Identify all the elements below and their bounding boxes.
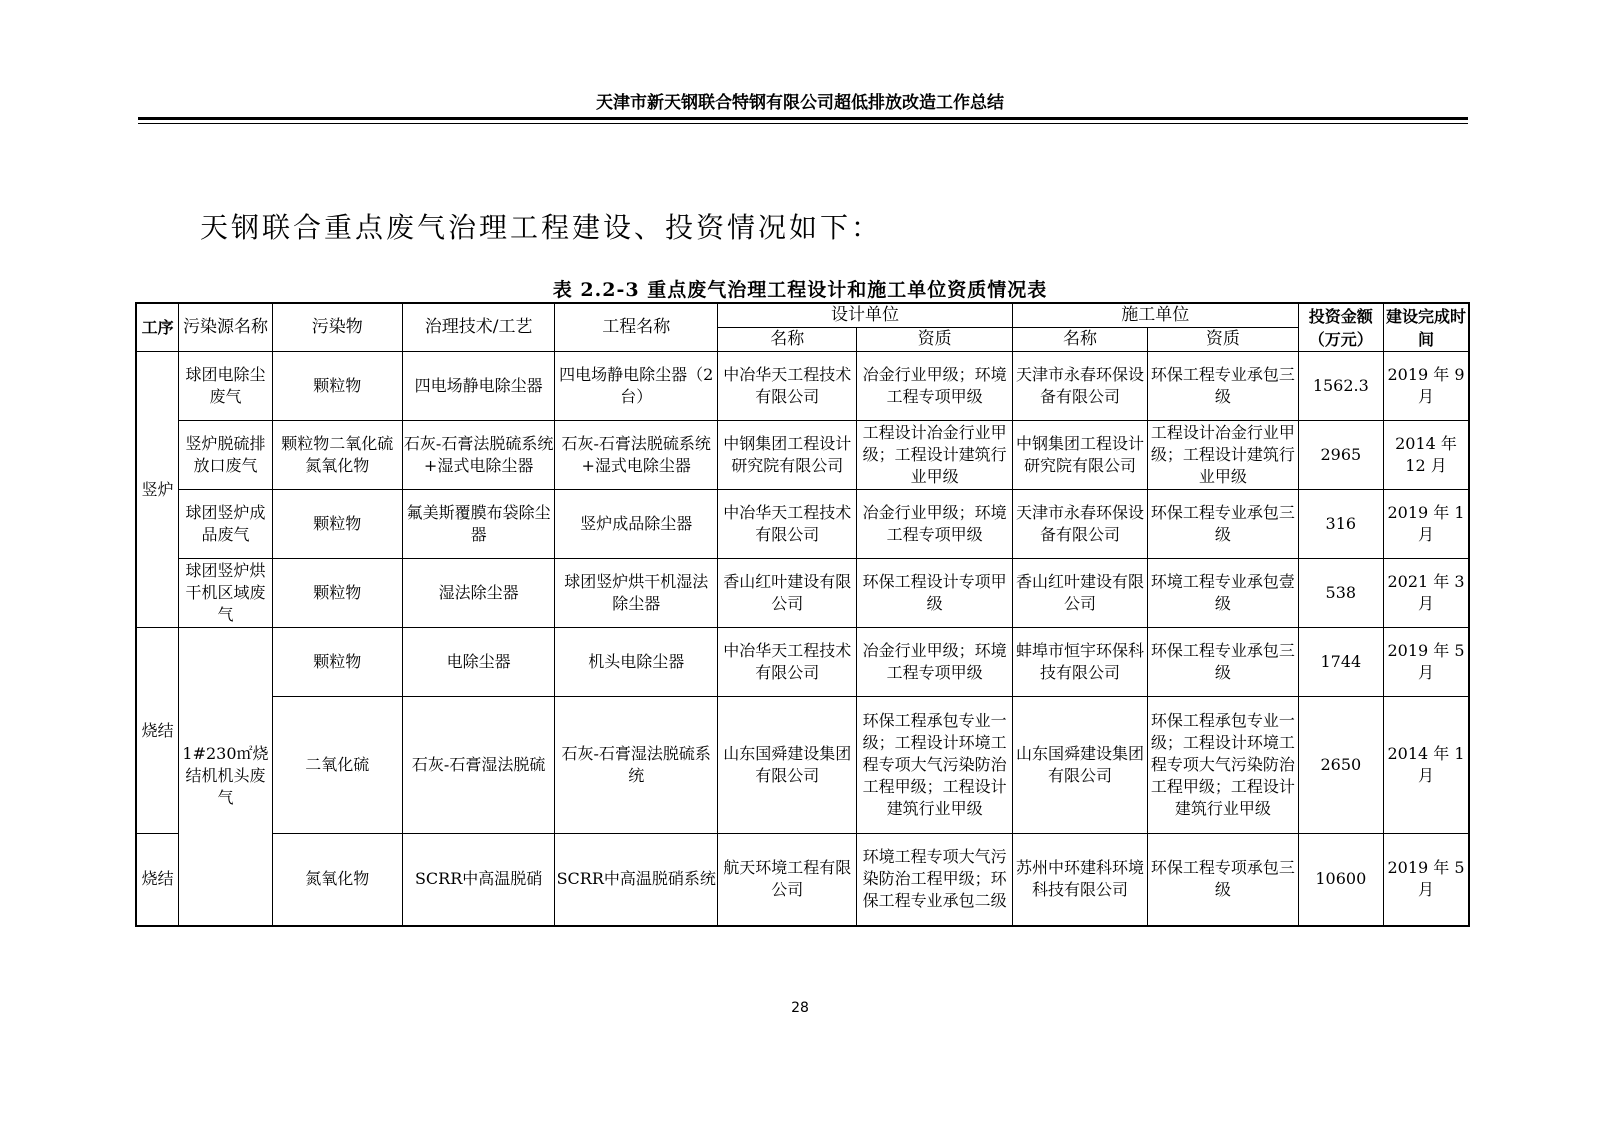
table-row	[136, 490, 1469, 559]
cell-project: 石灰-石膏湿法脱硫系统	[555, 697, 718, 834]
header-design-qualification: 资质	[857, 328, 1013, 352]
cell-investment: 316	[1298, 490, 1383, 559]
cell-tech: 湿法除尘器	[402, 559, 555, 628]
cell-pollutant: 颗粒物	[272, 559, 402, 628]
table-row	[136, 352, 1469, 421]
table-row	[136, 697, 1469, 834]
cell-investment: 2650	[1298, 697, 1383, 834]
cell-project: 球团竖炉烘干机湿法除尘器	[555, 559, 718, 628]
header-tech: 治理技术/工艺	[402, 303, 555, 352]
cell-cons-qual: 环保工程专业承包三级	[1148, 352, 1298, 421]
cell-design-qual: 冶金行业甲级；环境工程专项甲级	[857, 490, 1013, 559]
cell-design-name: 中冶华天工程技术有限公司	[718, 628, 857, 697]
cell-completion: 2019 年 1 月	[1384, 490, 1469, 559]
cell-design-qual: 环保工程承包专业一级；工程设计环境工程专项大气污染防治工程甲级；工程设计建筑行业甲级	[857, 697, 1013, 834]
table-row	[136, 628, 1469, 697]
header-project: 工程名称	[555, 303, 718, 352]
header-cons-name: 名称	[1012, 328, 1147, 352]
cell-tech: 氟美斯覆膜布袋除尘器	[402, 490, 555, 559]
header-construction-unit: 施工单位	[1012, 303, 1298, 328]
investment-table	[135, 302, 1470, 927]
header-process: 工序	[136, 303, 179, 352]
cell-completion: 2019 年 5 月	[1384, 628, 1469, 697]
cell-project: 石灰-石膏法脱硫系统+湿式电除尘器	[555, 421, 718, 490]
cell-cons-name: 中钢集团工程设计研究院有限公司	[1012, 421, 1147, 490]
header-pollutant: 污染物	[272, 303, 402, 352]
header-source: 污染源名称	[179, 303, 273, 352]
cell-cons-name: 香山红叶建设有限公司	[1012, 559, 1147, 628]
cell-design-name: 香山红叶建设有限公司	[718, 559, 857, 628]
cell-source: 球团竖炉烘干机区域废气	[179, 559, 273, 628]
cell-project: 机头电除尘器	[555, 628, 718, 697]
cell-completion: 2019 年 5 月	[1384, 834, 1469, 926]
cell-design-name: 山东国舜建设集团有限公司	[718, 697, 857, 834]
cell-design-name: 中冶华天工程技术有限公司	[718, 490, 857, 559]
cell-completion: 2021 年 3 月	[1384, 559, 1469, 628]
header-design-name: 名称	[718, 328, 857, 352]
cell-design-name: 中钢集团工程设计研究院有限公司	[718, 421, 857, 490]
cell-cons-name: 苏州中环建科环境科技有限公司	[1012, 834, 1147, 926]
header-rule-thick	[138, 117, 1468, 120]
cell-investment: 1744	[1298, 628, 1383, 697]
cell-project: 竖炉成品除尘器	[555, 490, 718, 559]
header-completion: 建设完成时间	[1384, 303, 1469, 352]
cell-tech: 电除尘器	[402, 628, 555, 697]
cell-investment: 2965	[1298, 421, 1383, 490]
source-sinter-head: 1#230㎡烧结机机头废气	[179, 628, 273, 926]
cell-cons-qual: 工程设计冶金行业甲级；工程设计建筑行业甲级	[1148, 421, 1298, 490]
cell-completion: 2019 年 9 月	[1384, 352, 1469, 421]
process-shaft: 竖炉	[136, 352, 179, 628]
cell-design-name: 航天环境工程有限公司	[718, 834, 857, 926]
cell-design-qual: 冶金行业甲级；环境工程专项甲级	[857, 352, 1013, 421]
page-number: 28	[791, 1000, 809, 1016]
cell-completion: 2014 年 12 月	[1384, 421, 1469, 490]
cell-tech: 石灰-石膏湿法脱硫	[402, 697, 555, 834]
cell-pollutant: 颗粒物	[272, 628, 402, 697]
cell-cons-qual: 环境工程专业承包壹级	[1148, 559, 1298, 628]
cell-cons-qual: 环保工程专项承包三级	[1148, 834, 1298, 926]
cell-project: SCRR中高温脱硝系统	[555, 834, 718, 926]
cell-cons-qual: 环保工程专业承包三级	[1148, 628, 1298, 697]
cell-design-qual: 冶金行业甲级；环境工程专项甲级	[857, 628, 1013, 697]
cell-cons-qual: 环保工程承包专业一级；工程设计环境工程专项大气污染防治工程甲级；工程设计建筑行业甲级	[1148, 697, 1298, 834]
table-row	[136, 421, 1469, 490]
cell-pollutant: 颗粒物	[272, 352, 402, 421]
process-sinter-2: 烧结	[136, 834, 179, 926]
table-row	[136, 559, 1469, 628]
cell-design-qual: 工程设计冶金行业甲级；工程设计建筑行业甲级	[857, 421, 1013, 490]
cell-design-name: 中冶华天工程技术有限公司	[718, 352, 857, 421]
cell-tech: SCRR中高温脱硝	[402, 834, 555, 926]
header-rule-thin	[138, 123, 1468, 124]
cell-investment: 10600	[1298, 834, 1383, 926]
cell-tech: 石灰-石膏法脱硫系统+湿式电除尘器	[402, 421, 555, 490]
cell-pollutant: 二氧化硫	[272, 697, 402, 834]
cell-investment: 1562.3	[1298, 352, 1383, 421]
cell-cons-name: 天津市永春环保设备有限公司	[1012, 490, 1147, 559]
cell-completion: 2014 年 1 月	[1384, 697, 1469, 834]
cell-project: 四电场静电除尘器（2台）	[555, 352, 718, 421]
table-caption: 表 2.2-3 重点废气治理工程设计和施工单位资质情况表	[552, 279, 1048, 301]
cell-pollutant: 颗粒物二氧化硫氮氧化物	[272, 421, 402, 490]
intro-text: 天钢联合重点废气治理工程建设、投资情况如下：	[200, 211, 883, 244]
cell-cons-qual: 环保工程专业承包三级	[1148, 490, 1298, 559]
cell-cons-name: 蚌埠市恒宇环保科技有限公司	[1012, 628, 1147, 697]
header-investment: 投资金额（万元）	[1298, 303, 1383, 352]
header-design-unit: 设计单位	[718, 303, 1013, 328]
page-header-title: 天津市新天钢联合特钢有限公司超低排放改造工作总结	[596, 93, 1004, 113]
cell-investment: 538	[1298, 559, 1383, 628]
process-sinter: 烧结	[136, 628, 179, 834]
cell-source: 球团电除尘废气	[179, 352, 273, 421]
cell-pollutant: 氮氧化物	[272, 834, 402, 926]
header-cons-qualification: 资质	[1148, 328, 1298, 352]
cell-cons-name: 山东国舜建设集团有限公司	[1012, 697, 1147, 834]
cell-source: 竖炉脱硫排放口废气	[179, 421, 273, 490]
cell-design-qual: 环保工程设计专项甲级	[857, 559, 1013, 628]
cell-design-qual: 环境工程专项大气污染防治工程甲级；环保工程专业承包二级	[857, 834, 1013, 926]
cell-tech: 四电场静电除尘器	[402, 352, 555, 421]
cell-source: 球团竖炉成品废气	[179, 490, 273, 559]
table-row	[136, 834, 1469, 926]
cell-pollutant: 颗粒物	[272, 490, 402, 559]
cell-cons-name: 天津市永春环保设备有限公司	[1012, 352, 1147, 421]
